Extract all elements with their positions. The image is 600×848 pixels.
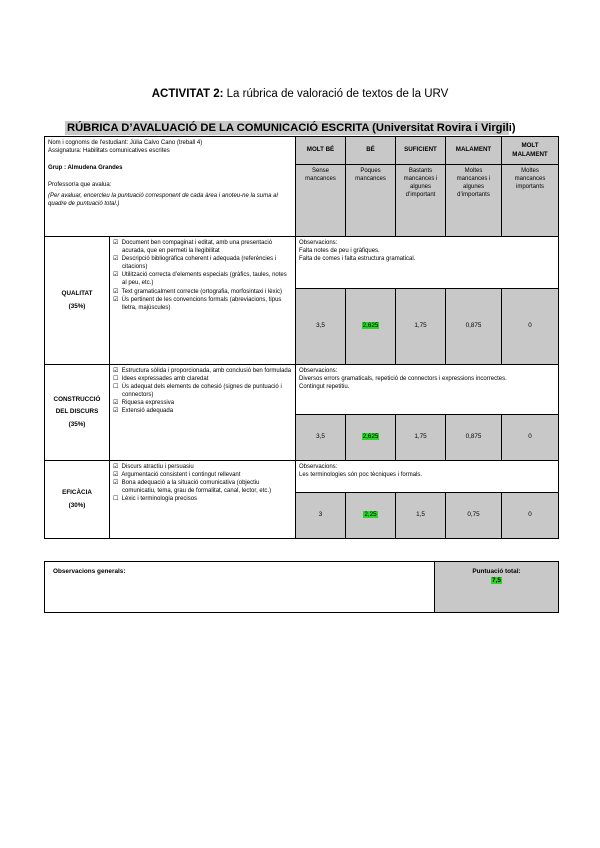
checklist-item bbox=[113, 495, 292, 503]
score-cell[interactable] bbox=[502, 289, 559, 365]
selected-score: 2,25 bbox=[364, 511, 377, 519]
score-cell[interactable] bbox=[446, 289, 502, 365]
activity-description: La rúbrica de valoració de textos de la URV bbox=[223, 88, 449, 100]
general-observations-label: Observacions generals: bbox=[53, 568, 126, 575]
checklist-item-text: Ús pertinent de les convencions formals (abreviacions, tipus lletra, majúscules) bbox=[121, 296, 282, 311]
observations-cell bbox=[296, 365, 559, 415]
group-name: Grup : Almudena Grandes bbox=[48, 165, 123, 172]
score-value: 0 bbox=[528, 511, 532, 519]
checklist-item bbox=[113, 239, 292, 255]
activity-label: ACTIVITAT 2: bbox=[151, 88, 224, 100]
score-value: 0,875 bbox=[465, 322, 482, 330]
checked-box-icon: ☑ bbox=[113, 472, 119, 479]
level-description: Poques mancances bbox=[346, 165, 396, 237]
checklist-item bbox=[113, 463, 292, 471]
checklist-item-text: Idees expressades amb claredat bbox=[121, 376, 209, 383]
checklist-item-text: Ús adequat dels elements de cohesió (signes de puntuació i connectors) bbox=[121, 384, 282, 399]
criterion-name: EFICÀCIA bbox=[62, 488, 92, 496]
selected-score: 2,625 bbox=[362, 433, 379, 441]
score-cell[interactable] bbox=[396, 493, 446, 539]
criterion-name-cell bbox=[45, 237, 110, 365]
criterion-name-cell bbox=[45, 461, 110, 539]
criterion-name: CONSTRUCCIÓ DEL DISCURS bbox=[53, 395, 101, 416]
level-header: MALAMENT bbox=[446, 137, 502, 165]
criterion-checklist bbox=[110, 461, 296, 539]
score-value: 1,75 bbox=[414, 433, 427, 441]
score-cell[interactable] bbox=[346, 493, 396, 539]
checklist-item bbox=[113, 271, 292, 287]
criterion-weight: (30%) bbox=[68, 501, 86, 509]
checklist-item-text: Text gramaticalment correcte (ortografia, morfosintaxi i lèxic) bbox=[121, 288, 282, 295]
criterion-weight: (35%) bbox=[68, 302, 86, 310]
level-header: SUFICIENT bbox=[396, 137, 446, 165]
score-cell[interactable] bbox=[446, 493, 502, 539]
checklist-item-text: Discurs atractiu i persuasiu bbox=[121, 464, 194, 470]
score-cell[interactable] bbox=[296, 289, 346, 365]
checklist-item bbox=[113, 296, 292, 312]
score-value: 3 bbox=[318, 511, 323, 519]
score-cell[interactable] bbox=[446, 415, 502, 461]
score-cell[interactable] bbox=[346, 289, 396, 365]
total-score-label: Puntuació total: bbox=[472, 568, 521, 575]
observations-label: Observacions: bbox=[299, 464, 338, 470]
checklist-item-text: Riquesa expressiva bbox=[121, 400, 175, 407]
checked-box-icon: ☑ bbox=[113, 480, 119, 487]
observation-text: Falta notes de peu i gràfiques. bbox=[299, 248, 380, 255]
level-header: MOLT BÉ bbox=[296, 137, 346, 165]
observations-label: Observacions: bbox=[299, 368, 338, 374]
criterion-checklist bbox=[110, 237, 296, 365]
checked-box-icon: ☑ bbox=[113, 464, 119, 470]
rubric-table bbox=[44, 136, 559, 539]
checked-box-icon: ☑ bbox=[113, 256, 119, 263]
score-value: 3,5 bbox=[316, 433, 325, 441]
score-value: 0 bbox=[528, 433, 532, 441]
checked-box-icon: ☑ bbox=[113, 272, 119, 279]
score-value: 0,75 bbox=[467, 511, 480, 519]
score-value: 1,5 bbox=[416, 511, 425, 519]
score-value: 1,75 bbox=[414, 322, 427, 330]
criterion-name: QUALITAT bbox=[61, 289, 93, 297]
unchecked-box-icon: ☐ bbox=[113, 384, 119, 391]
checklist-item-text: Utilització correcta d’elements especials (gràfics, taules, notes al peu, etc.) bbox=[121, 272, 287, 287]
checklist-item bbox=[113, 479, 292, 495]
score-cell[interactable] bbox=[296, 493, 346, 539]
checked-box-icon: ☑ bbox=[113, 296, 119, 303]
observation-text: Falta de comes i falta estructura gramatical. bbox=[299, 256, 416, 263]
score-cell[interactable] bbox=[396, 415, 446, 461]
checklist-item-text: Argumentació consistent i contingut rellevant bbox=[121, 472, 241, 479]
checked-box-icon: ☑ bbox=[113, 368, 119, 374]
evaluator-label: Professor/a que avalua: bbox=[48, 182, 112, 189]
summary-table bbox=[44, 561, 559, 613]
level-description: Moltes mancances i algunes d’importants bbox=[446, 165, 502, 237]
score-cell[interactable] bbox=[396, 289, 446, 365]
observations-cell bbox=[296, 461, 559, 493]
criterion-name-cell bbox=[45, 365, 110, 461]
checklist-item bbox=[113, 288, 292, 296]
score-cell[interactable] bbox=[346, 415, 396, 461]
student-info-cell bbox=[45, 137, 296, 237]
score-cell[interactable] bbox=[296, 415, 346, 461]
level-header: MOLT MALAMENT bbox=[502, 137, 559, 165]
checked-box-icon: ☑ bbox=[113, 240, 119, 246]
checklist-item-text: Descripció bibliogràfica coherent i adequada (referències i citacions) bbox=[121, 256, 277, 271]
checklist-item bbox=[113, 471, 292, 479]
instructions: (Per avaluar, encercleu la puntuació corresponent de cada àrea i anoteu-ne la suma al quadre de puntuació total.) bbox=[48, 193, 278, 208]
checklist-item-text: Bona adequació a la situació comunicativa (objectiu comunicatiu, tema, grau de formalitat, canal, lector, etc.) bbox=[121, 480, 272, 495]
criterion-checklist bbox=[110, 365, 296, 461]
total-score-cell bbox=[435, 562, 559, 613]
checked-box-icon: ☑ bbox=[113, 400, 119, 407]
observation-text: Diversos errors gramaticals, repetició de connectors i expressions incorrectes. bbox=[299, 376, 507, 383]
total-score-value: 7,5 bbox=[492, 577, 501, 584]
score-value: 0,875 bbox=[465, 433, 482, 441]
criterion-weight: (35%) bbox=[68, 420, 86, 428]
level-header: BÉ bbox=[346, 137, 396, 165]
checklist-item bbox=[113, 383, 292, 399]
score-value: 3,5 bbox=[316, 322, 325, 330]
unchecked-box-icon: ☐ bbox=[113, 496, 119, 503]
checklist-item bbox=[113, 255, 292, 271]
score-value: 0 bbox=[528, 322, 532, 330]
unchecked-box-icon: ☐ bbox=[113, 376, 119, 383]
level-description: Moltes mancances importants bbox=[502, 165, 559, 237]
student-name: Nom i cognoms de l'estudiant: Júlia Calvo Cano (treball 4) bbox=[48, 140, 203, 146]
level-description: Sense mancances bbox=[296, 165, 346, 237]
selected-score: 2,625 bbox=[362, 322, 379, 330]
checklist-item bbox=[113, 399, 292, 407]
score-cell[interactable] bbox=[502, 415, 559, 461]
general-observations-cell bbox=[45, 562, 435, 613]
subject-name: Assignatura: Habilitats comunicatives escrites bbox=[48, 148, 170, 155]
score-cell[interactable] bbox=[502, 493, 559, 539]
observations-label: Observacions: bbox=[299, 240, 338, 246]
checked-box-icon: ☑ bbox=[113, 408, 119, 415]
checklist-item bbox=[113, 375, 292, 383]
checklist-item-text: Estructura sòlida i proporcionada, amb conclusió ben formulada bbox=[121, 368, 292, 374]
observations-cell bbox=[296, 237, 559, 289]
checklist-item-text: Extensió adequada bbox=[121, 408, 174, 415]
page-title bbox=[0, 88, 600, 100]
checklist-item-text: Document ben compaginat i editat, amb una presentació acurada, que en permeti la llegibilitat bbox=[121, 240, 273, 255]
rubric-title: RÚBRICA D’AVALUACIÓ DE LA COMUNICACIÓ ESCRITA (Universitat Rovira i Virgili) bbox=[67, 122, 516, 134]
observation-text: Les terminologies són poc tècniques i formals. bbox=[299, 472, 423, 479]
checklist-item bbox=[113, 407, 292, 415]
observation-text: Contingut repetitiu. bbox=[299, 384, 350, 391]
level-description: Bastants mancances i algunes d’important bbox=[396, 165, 446, 237]
checklist-item-text: Lèxic i terminologia precisos bbox=[121, 496, 198, 503]
checklist-item bbox=[113, 367, 292, 375]
checked-box-icon: ☑ bbox=[113, 288, 119, 295]
